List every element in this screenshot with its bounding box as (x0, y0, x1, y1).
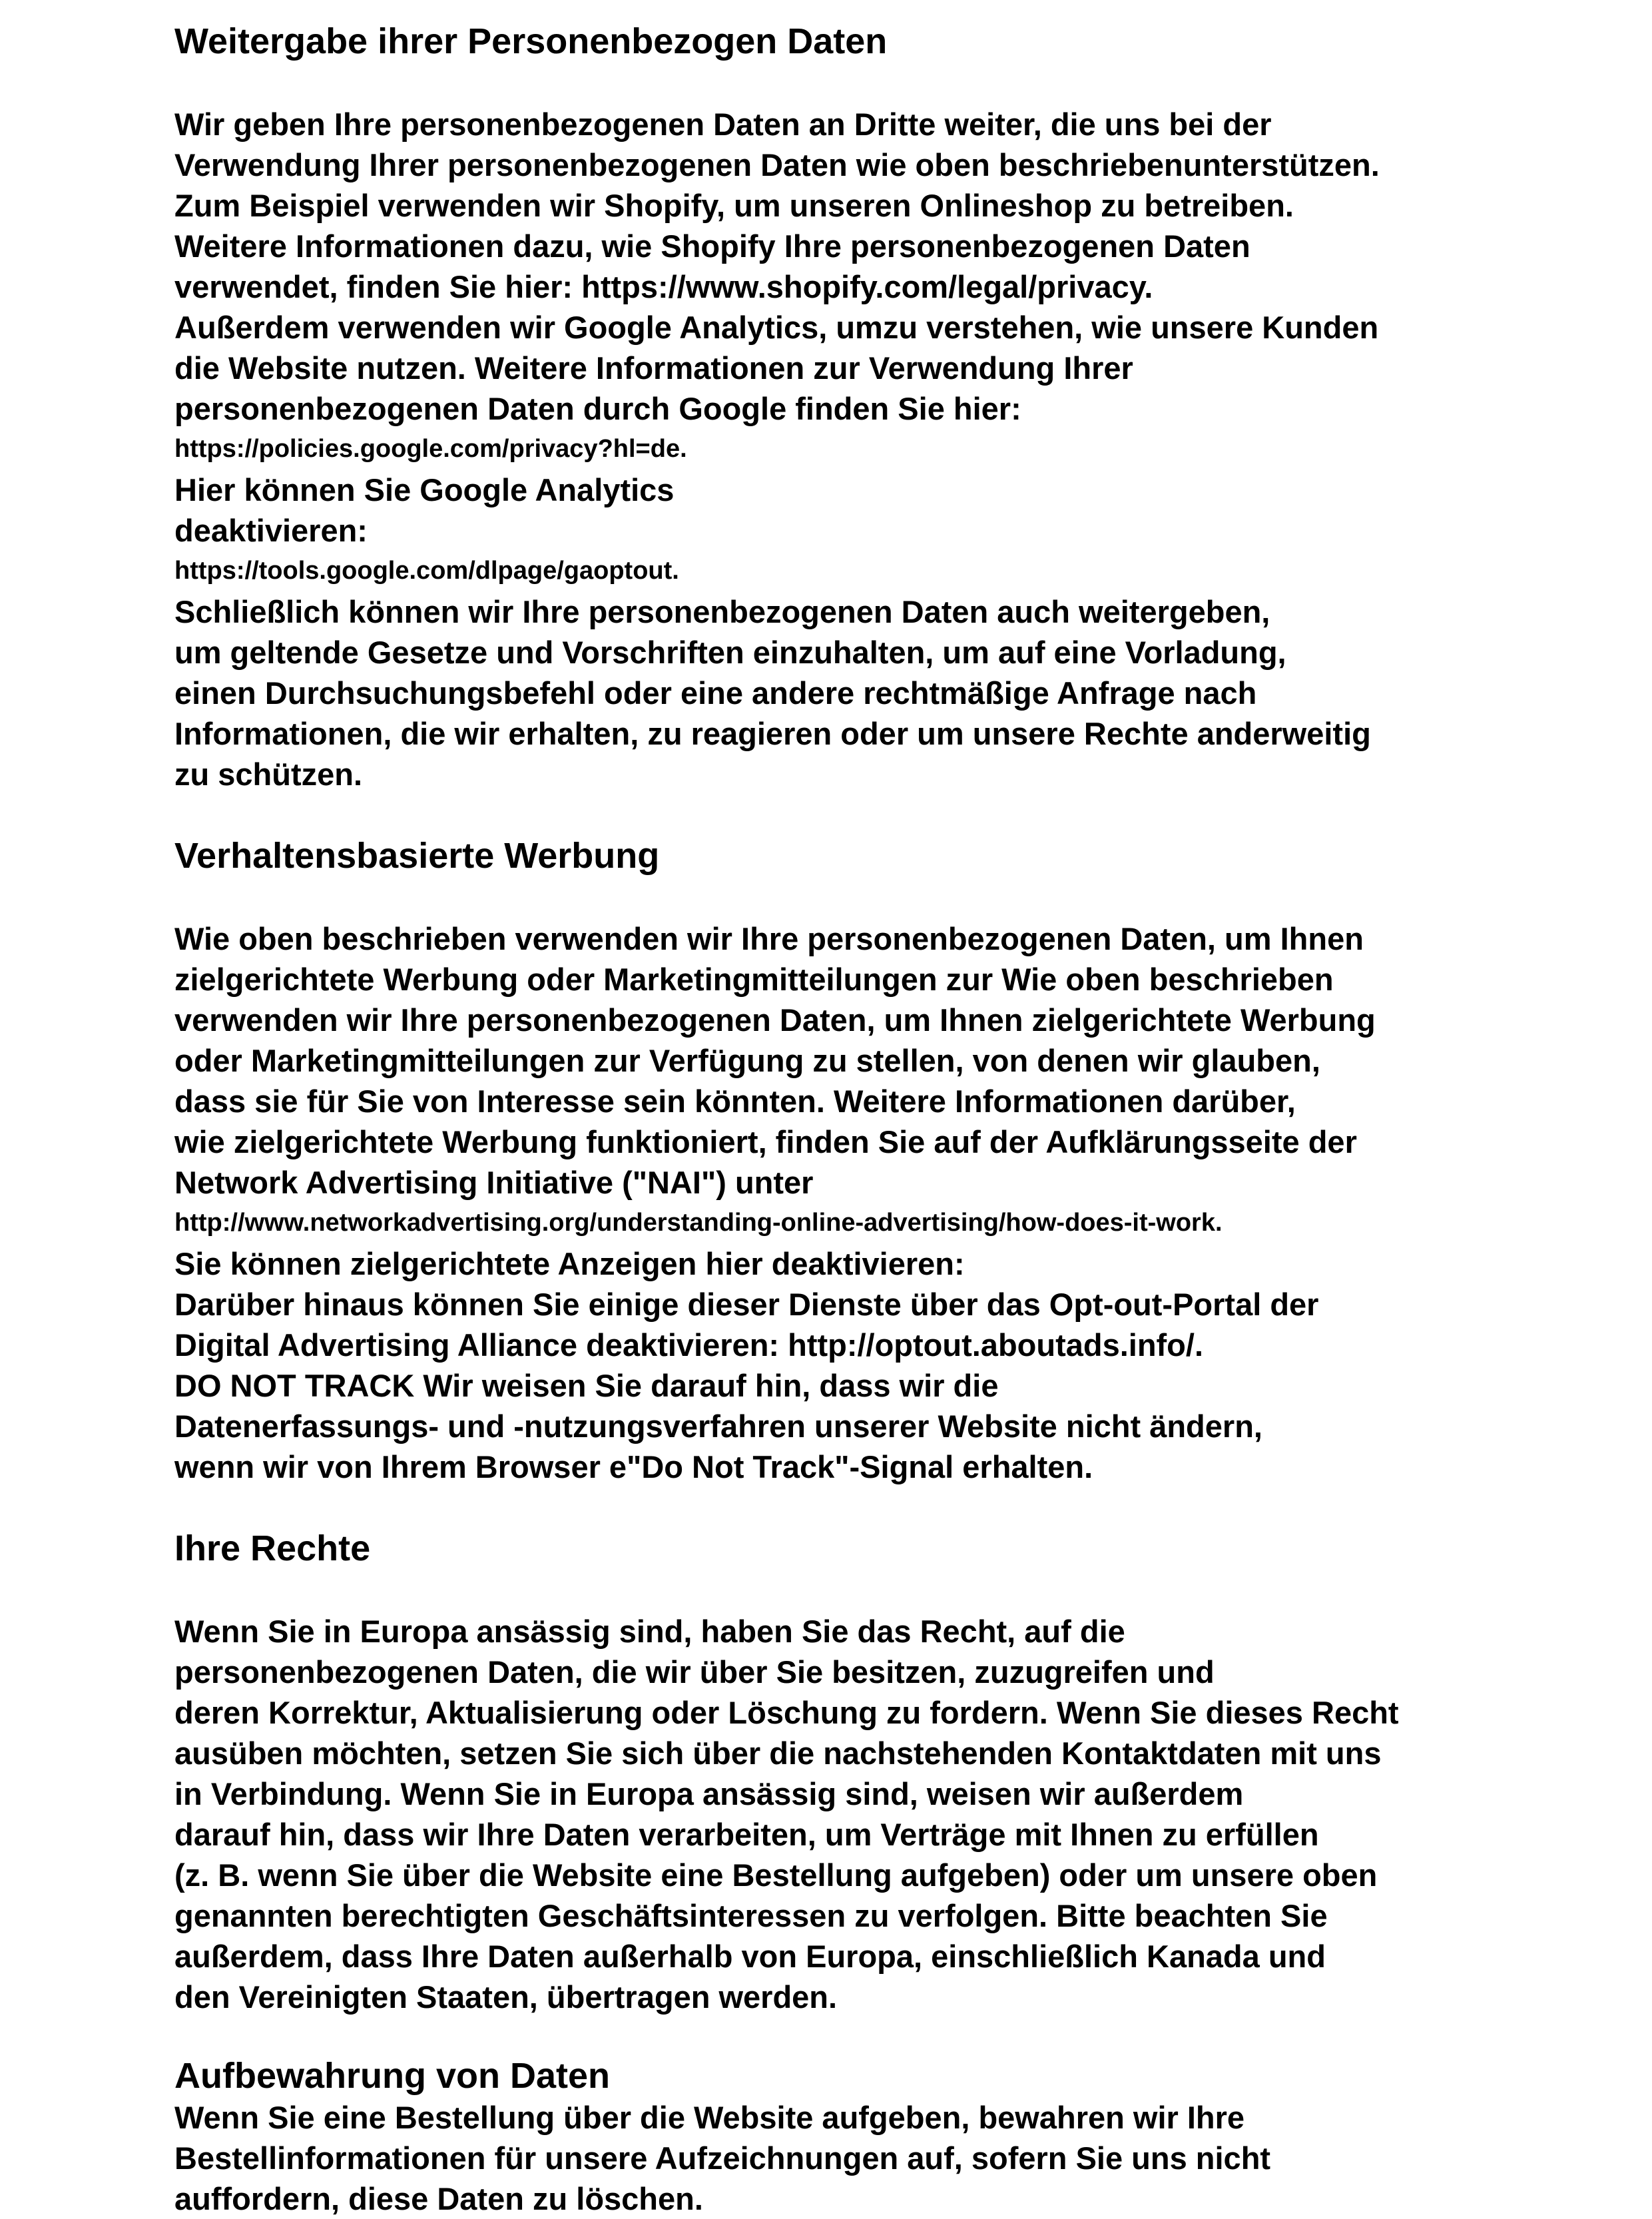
text-line: auffordern, diese Daten zu löschen. (174, 2181, 703, 2216)
section-body-weitergabe (174, 104, 1506, 794)
text-line: Darüber hinaus können Sie einige dieser Dienste über das Opt-out-Portal der (174, 1287, 1319, 1322)
document-page (174, 20, 1506, 2219)
nai-url: http://www.networkadvertising.org/understanding-online-advertising/how-does-it-work. (174, 1209, 1223, 1237)
text-line: Weitere Informationen dazu, wie Shopify Ihre personenbezogenen Daten (174, 228, 1250, 264)
text-line: Hier können Sie Google Analytics (174, 472, 675, 507)
text-line: Wenn Sie in Europa ansässig sind, haben Sie das Recht, auf die (174, 1614, 1125, 1649)
text-line: DO NOT TRACK Wir weisen Sie darauf hin, dass wir die (174, 1368, 999, 1403)
google-privacy-url: https://policies.google.com/privacy?hl=de. (174, 435, 687, 463)
text-line: genannten berechtigten Geschäftsinteressen zu verfolgen. Bitte beachten Sie (174, 1898, 1328, 1933)
text-line: Schließlich können wir Ihre personenbezogenen Daten auch weitergeben, (174, 594, 1270, 629)
text-line: Verwendung Ihrer personenbezogenen Daten wie oben beschriebenunterstützen. (174, 147, 1380, 182)
section-heading-rechte: Ihre Rechte (174, 1528, 371, 1568)
section-body-rechte (174, 1611, 1506, 2017)
text-line: deaktivieren: (174, 513, 368, 548)
text-line: darauf hin, dass wir Ihre Daten verarbeiten, um Verträge mit Ihnen zu erfüllen (174, 1817, 1319, 1852)
text-line: Außerdem verwenden wir Google Analytics, umzu verstehen, wie unsere Kunden (174, 310, 1379, 345)
text-line: deren Korrektur, Aktualisierung oder Löschung zu fordern. Wenn Sie dieses Recht (174, 1695, 1399, 1730)
text-line: Datenerfassungs- und -nutzungsverfahren unserer Website nicht ändern, (174, 1409, 1262, 1444)
text-line: zielgerichtete Werbung oder Marketingmitteilungen zur Wie oben beschrieben (174, 962, 1334, 997)
text-line: um geltende Gesetze und Vorschriften einzuhalten, um auf eine Vorladung, (174, 635, 1286, 670)
text-line: in Verbindung. Wenn Sie in Europa ansässig sind, weisen wir außerdem (174, 1776, 1244, 1811)
text-line: (z. B. wenn Sie über die Website eine Bestellung aufgeben) oder um unsere oben (174, 1857, 1378, 1893)
text-line: die Website nutzen. Weitere Informationen zur Verwendung Ihrer (174, 350, 1133, 386)
text-line: Wenn Sie eine Bestellung über die Website aufgeben, bewahren wir Ihre (174, 2100, 1245, 2135)
text-line: personenbezogenen Daten, die wir über Sie besitzen, zuzugreifen und (174, 1654, 1215, 1690)
section-body-aufbewahrung (174, 2097, 1506, 2219)
section-heading-weitergabe: Weitergabe ihrer Personenbezogen Daten (174, 21, 888, 61)
text-line: den Vereinigten Staaten, übertragen werden. (174, 1979, 838, 2015)
section-body-werbung (174, 918, 1506, 1487)
text-line: verwenden wir Ihre personenbezogenen Daten, um Ihnen zielgerichtete Werbung (174, 1002, 1376, 1038)
text-line: Wie oben beschrieben verwenden wir Ihre personenbezogenen Daten, um Ihnen (174, 921, 1364, 956)
text-line: Digital Advertising Alliance deaktivieren: http://optout.aboutads.info/. (174, 1327, 1204, 1363)
text-line: einen Durchsuchungsbefehl oder eine andere rechtmäßige Anfrage nach (174, 675, 1257, 711)
text-line: Wir geben Ihre personenbezogenen Daten an Dritte weiter, die uns bei der (174, 107, 1272, 142)
text-line: personenbezogenen Daten durch Google finden Sie hier: (174, 391, 1021, 426)
text-line: Zum Beispiel verwenden wir Shopify, um unseren Onlineshop zu betreiben. (174, 188, 1294, 223)
text-line: verwendet, finden Sie hier: https://www.shopify.com/legal/privacy. (174, 269, 1153, 304)
text-line: oder Marketingmitteilungen zur Verfügung zu stellen, von denen wir glauben, (174, 1043, 1320, 1078)
text-line: Sie können zielgerichtete Anzeigen hier deaktivieren: (174, 1246, 965, 1281)
text-line: dass sie für Sie von Interesse sein könnten. Weitere Informationen darüber, (174, 1084, 1296, 1119)
text-line: zu schützen. (174, 757, 363, 792)
text-line: wenn wir von Ihrem Browser e"Do Not Track"-Signal erhalten. (174, 1449, 1093, 1484)
section-heading-aufbewahrung: Aufbewahrung von Daten (174, 2056, 611, 2096)
text-line: Network Advertising Initiative ("NAI") unter (174, 1165, 814, 1200)
gaoptout-url: https://tools.google.com/dlpage/gaoptout. (174, 557, 679, 585)
text-line: wie zielgerichtete Werbung funktioniert, finden Sie auf der Aufklärungsseite der (174, 1124, 1357, 1159)
text-line: Informationen, die wir erhalten, zu reagieren oder um unsere Rechte anderweitig (174, 716, 1371, 751)
section-heading-werbung: Verhaltensbasierte Werbung (174, 836, 660, 876)
text-line: außerdem, dass Ihre Daten außerhalb von Europa, einschließlich Kanada und (174, 1939, 1326, 1974)
text-line: Bestellinformationen für unsere Aufzeichnungen auf, sofern Sie uns nicht (174, 2140, 1271, 2176)
text-line: ausüben möchten, setzen Sie sich über die nachstehenden Kontaktdaten mit uns (174, 1736, 1382, 1771)
